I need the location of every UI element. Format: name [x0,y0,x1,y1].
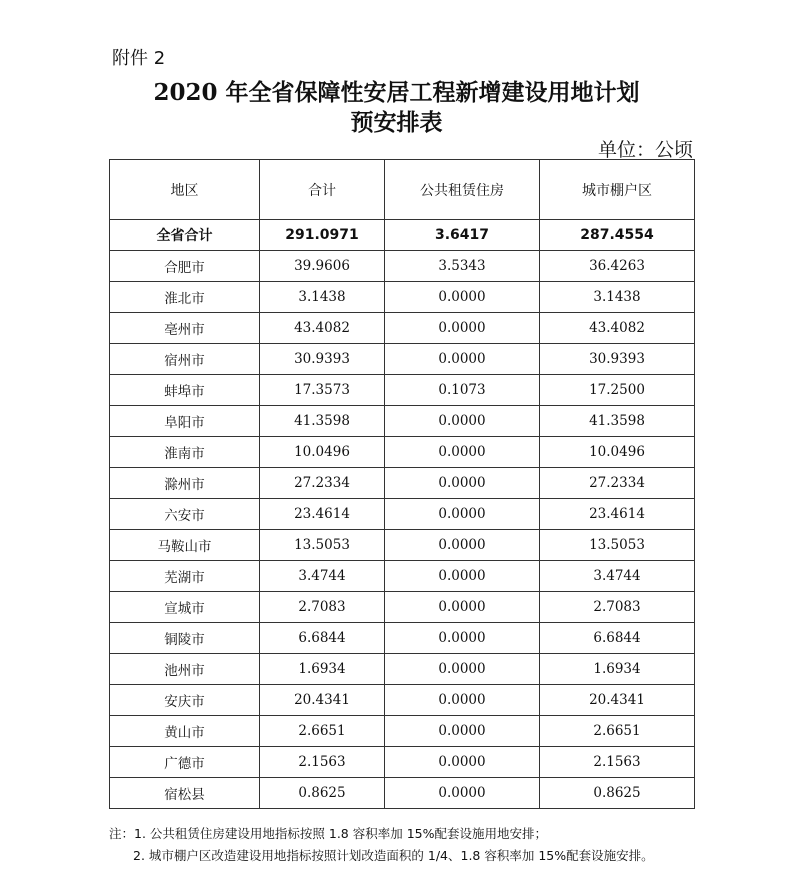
shanty-cell: 10.0496 [540,437,695,468]
footnotes [109,823,654,867]
region-cell: 池州市 [110,654,260,685]
shanty-cell: 6.6844 [540,623,695,654]
table-header-row [110,160,695,220]
rental-cell: 0.0000 [385,561,540,592]
header-shanty-town: 城市棚户区 [540,160,695,220]
total-cell: 1.6934 [260,654,385,685]
shanty-cell: 3.1438 [540,282,695,313]
header-public-rental: 公共租赁住房 [385,160,540,220]
unit-label: 单位：公顷 [597,139,693,161]
shanty-cell: 30.9393 [540,344,695,375]
rental-cell: 0.0000 [385,344,540,375]
shanty-cell: 23.4614 [540,499,695,530]
region-cell: 铜陵市 [110,623,260,654]
rental-cell: 0.0000 [385,685,540,716]
total-cell: 3.4744 [260,561,385,592]
total-cell: 43.4082 [260,313,385,344]
total-name: 全省合计 [110,220,260,251]
total-cell: 23.4614 [260,499,385,530]
rental-cell: 0.0000 [385,592,540,623]
total-row [110,220,695,251]
table-row [110,499,695,530]
total-cell: 2.7083 [260,592,385,623]
shanty-cell: 43.4082 [540,313,695,344]
total-cell: 3.1438 [260,282,385,313]
shanty-cell: 2.1563 [540,747,695,778]
rental-cell: 0.0000 [385,654,540,685]
region-cell: 亳州市 [110,313,260,344]
shanty-cell: 20.4341 [540,685,695,716]
table-row [110,406,695,437]
region-cell: 阜阳市 [110,406,260,437]
rental-cell: 0.0000 [385,530,540,561]
rental-cell: 0.0000 [385,313,540,344]
shanty-cell: 2.7083 [540,592,695,623]
region-cell: 广德市 [110,747,260,778]
rental-cell: 3.5343 [385,251,540,282]
rental-cell: 0.0000 [385,406,540,437]
rental-cell: 0.1073 [385,375,540,406]
total-cell: 10.0496 [260,437,385,468]
total-cell: 27.2334 [260,468,385,499]
table-row [110,530,695,561]
rental-cell: 0.0000 [385,623,540,654]
table-row [110,468,695,499]
table-row [110,561,695,592]
total-cell: 6.6844 [260,623,385,654]
attachment-label: 附件 2 [112,48,166,69]
shanty-cell: 41.3598 [540,406,695,437]
region-cell: 淮北市 [110,282,260,313]
total-shanty: 287.4554 [540,220,695,251]
region-cell: 蚌埠市 [110,375,260,406]
footnote-2: 2. 城市棚户区改造建设用地指标按照计划改造面积的 1/4、1.8 容积率加 15%配套设施安排。 [133,848,654,863]
header-region: 地区 [110,160,260,220]
rental-cell: 0.0000 [385,499,540,530]
region-cell: 六安市 [110,499,260,530]
footnote-1: 注：1. 公共租赁住房建设用地指标按照 1.8 容积率加 15%配套设施用地安排； [109,826,547,841]
table-row [110,313,695,344]
shanty-cell: 0.8625 [540,778,695,809]
region-cell: 马鞍山市 [110,530,260,561]
region-cell: 宣城市 [110,592,260,623]
table-row [110,282,695,313]
total-cell: 41.3598 [260,406,385,437]
region-cell: 合肥市 [110,251,260,282]
page-title: 2020 年全省保障性安居工程新增建设用地计划 [153,79,640,106]
rental-cell: 0.0000 [385,778,540,809]
table-row [110,251,695,282]
shanty-cell: 36.4263 [540,251,695,282]
header-total: 合计 [260,160,385,220]
shanty-cell: 13.5053 [540,530,695,561]
table-row [110,623,695,654]
rental-cell: 0.0000 [385,437,540,468]
shanty-cell: 27.2334 [540,468,695,499]
total-cell: 13.5053 [260,530,385,561]
total-cell: 39.9606 [260,251,385,282]
region-cell: 宿州市 [110,344,260,375]
shanty-cell: 2.6651 [540,716,695,747]
land-plan-table [109,159,695,809]
table-row [110,437,695,468]
rental-cell: 0.0000 [385,282,540,313]
region-cell: 宿松县 [110,778,260,809]
table-row [110,685,695,716]
rental-cell: 0.0000 [385,716,540,747]
shanty-cell: 1.6934 [540,654,695,685]
shanty-cell: 17.2500 [540,375,695,406]
table-row [110,344,695,375]
table-row [110,654,695,685]
page-subtitle: 预安排表 [350,109,443,136]
total-cell: 17.3573 [260,375,385,406]
table-row [110,716,695,747]
total-cell: 30.9393 [260,344,385,375]
total-cell: 2.1563 [260,747,385,778]
shanty-cell: 3.4744 [540,561,695,592]
region-cell: 滁州市 [110,468,260,499]
total-sum: 291.0971 [260,220,385,251]
table-row [110,778,695,809]
table-row [110,747,695,778]
total-rental: 3.6417 [385,220,540,251]
total-cell: 2.6651 [260,716,385,747]
rental-cell: 0.0000 [385,747,540,778]
rental-cell: 0.0000 [385,468,540,499]
region-cell: 淮南市 [110,437,260,468]
region-cell: 黄山市 [110,716,260,747]
table-row [110,592,695,623]
table-row [110,375,695,406]
total-cell: 0.8625 [260,778,385,809]
region-cell: 芜湖市 [110,561,260,592]
total-cell: 20.4341 [260,685,385,716]
region-cell: 安庆市 [110,685,260,716]
